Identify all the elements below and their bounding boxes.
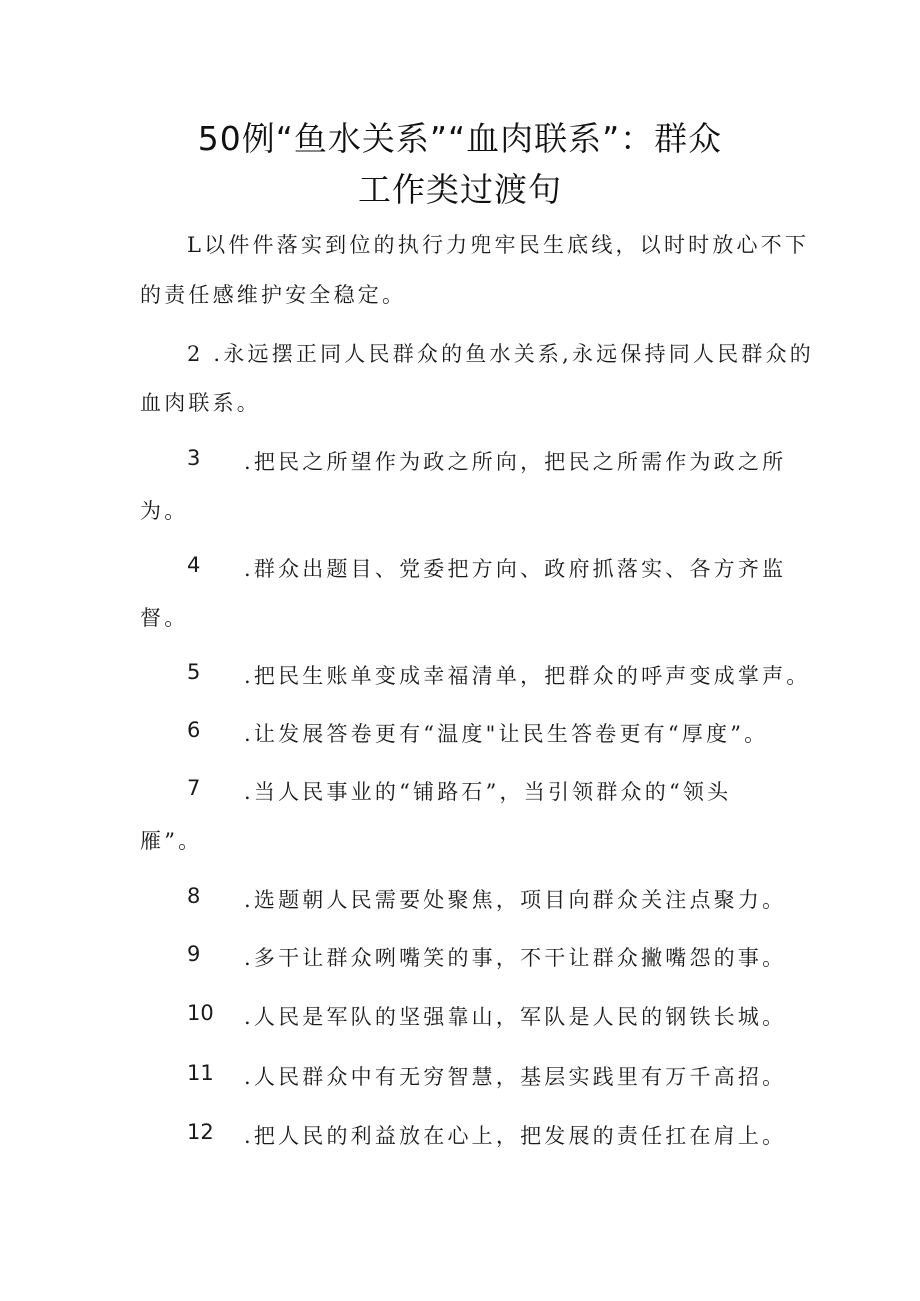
- item-5-line1: .把民生账单变成幸福清单，把群众的呼声变成掌声。: [244, 664, 811, 688]
- item-11-line1: .人民群众中有无穷智慧，基层实践里有万千高招。: [244, 1065, 787, 1089]
- item-5-number: 5: [187, 660, 201, 684]
- item-2-line2: 血肉联系。: [140, 391, 261, 415]
- item-4-line1: .群众出题目、党委把方向、政府抓落实、各方齐监: [244, 557, 787, 581]
- document-title-line1: 50例“鱼水关系”“血肉联系”：群众: [197, 119, 723, 158]
- item-7-line1: .当人民事业的“铺路石”，当引领群众的“领头: [244, 780, 732, 804]
- item-3-line2: 为。: [140, 499, 189, 523]
- item-6-line1: .让发展答卷更有“温度"让民生答卷更有“厚度”。: [244, 722, 769, 746]
- item-10-line1: .人民是军队的坚强靠山，军队是人民的钢铁长城。: [244, 1005, 787, 1029]
- item-4-number: 4: [187, 553, 201, 577]
- item-3-line1: .把民之所望作为政之所向，把民之所需作为政之所: [244, 450, 787, 474]
- item-11-number: 11: [187, 1061, 214, 1085]
- item-7-line2: 雁”。: [140, 829, 203, 853]
- item-9-number: 9: [187, 942, 201, 966]
- item-6-number: 6: [187, 718, 201, 742]
- document-title-line2: 工作类过渡句: [358, 170, 562, 209]
- item-7-number: 7: [187, 776, 201, 800]
- item-8-number: 8: [187, 884, 201, 908]
- item-3-number: 3: [187, 446, 201, 470]
- item-4-line2: 督。: [140, 606, 189, 630]
- item-1-line1: L以件件落实到位的执行力兜牢民生底线，以时时放心不下: [187, 233, 810, 257]
- item-2-line1: 2 .永远摆正同人民群众的鱼水关系,永远保持同人民群众的: [187, 342, 814, 366]
- item-12-line1: .把人民的利益放在心上，把发展的责任扛在肩上。: [244, 1124, 787, 1148]
- item-10-number: 10: [187, 1001, 214, 1025]
- item-1-line2: 的责任感维护安全稳定。: [140, 283, 407, 307]
- item-12-number: 12: [187, 1120, 214, 1144]
- item-8-line1: .选题朝人民需要处聚焦，项目向群众关注点聚力。: [244, 888, 787, 912]
- item-9-line1: .多干让群众咧嘴笑的事，不干让群众撇嘴怨的事。: [244, 946, 787, 970]
